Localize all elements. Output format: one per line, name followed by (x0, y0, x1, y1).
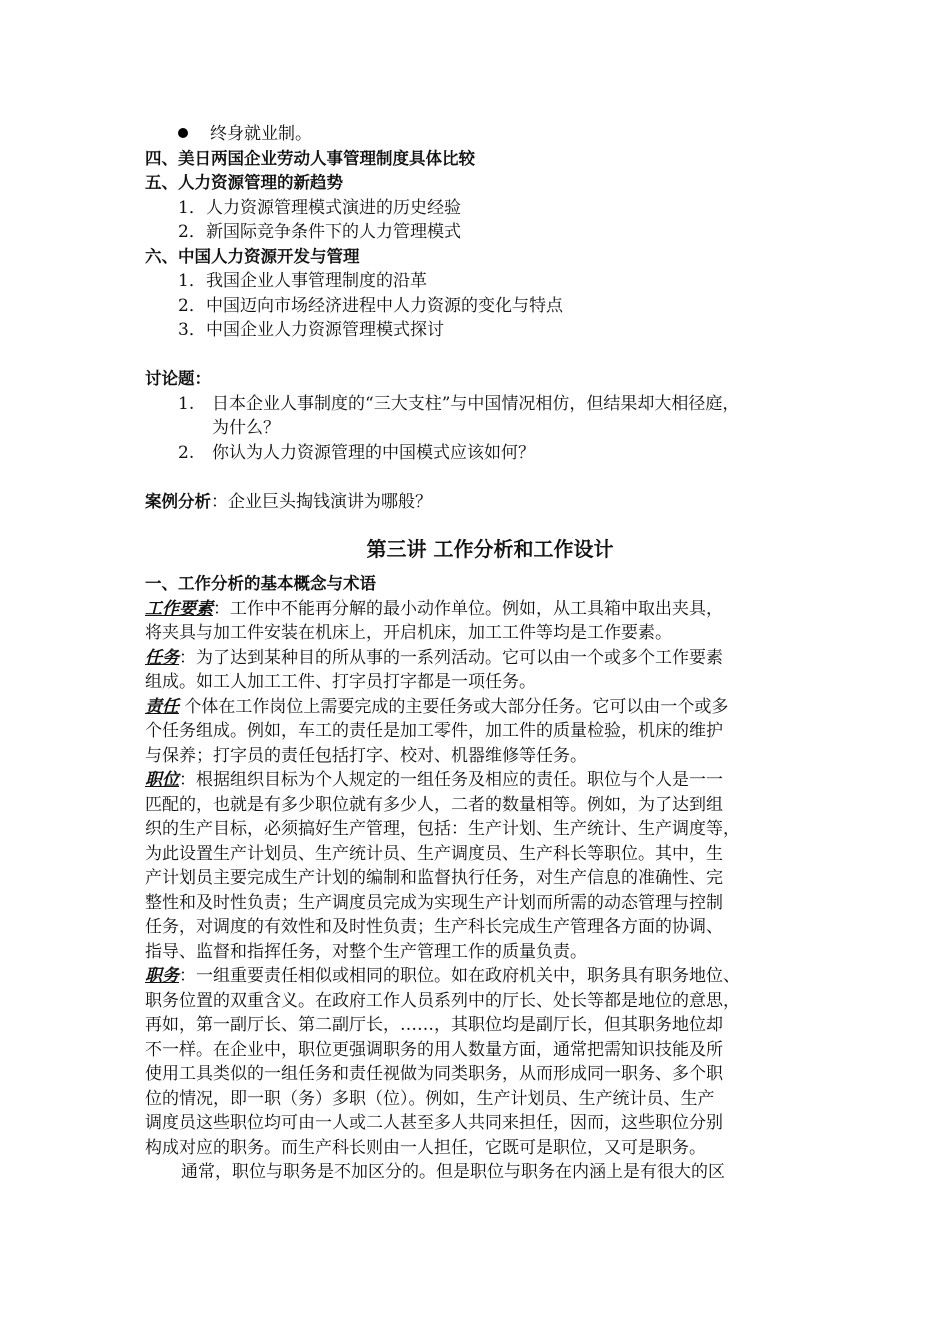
term-text: 位的情况，即一职（务）多职（位）。例如，生产计划员、生产统计员、生产 (145, 1088, 715, 1109)
term-text: 个任务组成。例如，车工的责任是加工零件，加工件的质量检验，机床的维护 (145, 721, 723, 741)
term-text: 调度员这些职位均可由一人或二人甚至多人共同来担任，因而，这些职位分别 (145, 1113, 723, 1133)
term-text: 整性和及时性负责；生产调度员完成为实现生产计划而所需的动态管理与控制 (145, 892, 723, 913)
term-text: 产计划员主要完成生产计划的编制和监督执行任务，对生产信息的准确性、完 (145, 868, 723, 888)
discussion-item (145, 392, 825, 417)
term-text: 织的生产目标，必须搞好生产管理，包括：生产计划、生产统计、生产调度等， (145, 819, 740, 839)
term-definition (145, 597, 825, 646)
section-heading-4: 四、美日两国企业劳动人事管理制度具体比较 (145, 148, 475, 168)
term-text: 为此设置生产计划员、生产统计员、生产调度员、生产科长等职位。其中，生 (145, 843, 723, 864)
term-name: 工作要素 (145, 598, 213, 619)
document-page (145, 122, 825, 1185)
list-number: 1． (178, 197, 206, 218)
term-definition (145, 964, 825, 1160)
term-text: 与保养；打字员的责任包括打字、校对、机器维修等任务。 (145, 745, 587, 766)
term-text: 组成。如工人加工工件、打字员打字都是一项任务。 (145, 672, 536, 692)
term-text: 构成对应的职务。而生产科长则由一人担任，它既可是职位，又可是职务。 (145, 1137, 706, 1158)
section-heading-1: 一、工作分析的基本概念与术语 (145, 574, 376, 593)
term-text: ：为了达到某种目的所从事的一系列活动。它可以由一个或多个工作要素 (179, 647, 723, 668)
term-text: 指导、监督和指挥任务，对整个生产管理工作的质量负责。 (145, 941, 587, 962)
term-definition (145, 695, 825, 769)
list-number: 3． (178, 320, 206, 340)
term-definition (145, 646, 825, 695)
list-text: 中国迈向市场经济进程中人力资源的变化与特点 (206, 295, 563, 316)
term-text: 将夹具与加工件安装在机床上，开启机床，加工工件等均是工作要素。 (145, 623, 672, 643)
paragraph-start: 通常，职位与职务是不加区分的。但是职位与职务在内涵上是有很大的区 (181, 1162, 725, 1182)
list-item (145, 196, 825, 221)
bullet-text: 终身就业制。 (210, 124, 312, 144)
discussion-number: 1. (178, 393, 195, 414)
list-item (145, 269, 825, 294)
spacer (145, 465, 825, 490)
case-analysis (145, 490, 825, 515)
discussion-text: 日本企业人事制度的“三大支柱”与中国情况相仿，但结果却大相径庭， (212, 393, 740, 414)
term-name: 任务 (145, 647, 179, 668)
term-name: 责任 (145, 696, 179, 717)
case-label: 案例分析 (145, 491, 211, 511)
discussion-number: 2. (178, 442, 195, 463)
list-item (145, 294, 825, 319)
list-item (145, 220, 825, 245)
term-text: 职务位置的双重含义。在政府工作人员系列中的厅长、处长等都是地位的意思， (145, 990, 740, 1011)
term-text: ：工作中不能再分解的最小动作单位。例如，从工具箱中取出夹具， (213, 598, 723, 619)
section-heading-5: 五、人力资源管理的新趋势 (145, 173, 343, 192)
term-text: 使用工具类似的一组任务和责任视做为同类职务，从而形成同一职务、多个职 (145, 1064, 723, 1084)
spacer (145, 343, 825, 368)
term-name: 职位 (145, 770, 179, 790)
list-number: 1． (178, 271, 206, 291)
bullet-icon (178, 128, 188, 138)
bullet-list-item (145, 122, 825, 147)
list-number: 2． (178, 222, 206, 242)
list-item (145, 318, 825, 343)
list-text: 中国企业人力资源管理模式探讨 (206, 320, 444, 340)
term-text: 匹配的，也就是有多少职位就有多少人，二者的数量相等。例如，为了达到组 (145, 794, 723, 815)
list-text: 新国际竞争条件下的人力管理模式 (206, 222, 461, 242)
case-text: ：企业巨头掏钱演讲为哪般？ (211, 491, 432, 512)
term-text: ：一组重要责任相似或相同的职位。如在政府机关中，职务具有职务地位、 (179, 966, 740, 986)
list-number: 2． (178, 295, 206, 316)
term-text: 再如，第一副厅长、第二副厅长，……，其职位均是副厅长，但其职务地位却 (145, 1015, 723, 1035)
term-definition (145, 768, 825, 964)
term-name: 职务 (145, 966, 179, 986)
discussion-item (145, 441, 825, 466)
list-text: 人力资源管理模式演进的历史经验 (206, 197, 461, 218)
term-text: 任务，对调度的有效性和及时性负责；生产科长完成生产管理各方面的协调、 (145, 917, 723, 937)
discussion-text: 你认为人力资源管理的中国模式应该如何？ (212, 442, 535, 463)
lecture-title: 第三讲 工作分析和工作设计 (366, 537, 614, 561)
list-text: 我国企业人事管理制度的沿革 (206, 271, 427, 291)
term-text: ：根据组织目标为个人规定的一组任务及相应的责任。职位与个人是一一 (179, 770, 723, 790)
section-heading-6: 六、中国人力资源开发与管理 (145, 246, 360, 266)
term-text: 不一样。在企业中，职位更强调职务的用人数量方面，通常把需知识技能及所 (145, 1039, 723, 1060)
discussion-heading: 讨论题： (145, 369, 211, 388)
discussion-item-continuation: 为什么？ (212, 418, 280, 438)
term-text: 个体在工作岗位上需要完成的主要任务或大部分任务。它可以由一个或多 (179, 696, 729, 717)
